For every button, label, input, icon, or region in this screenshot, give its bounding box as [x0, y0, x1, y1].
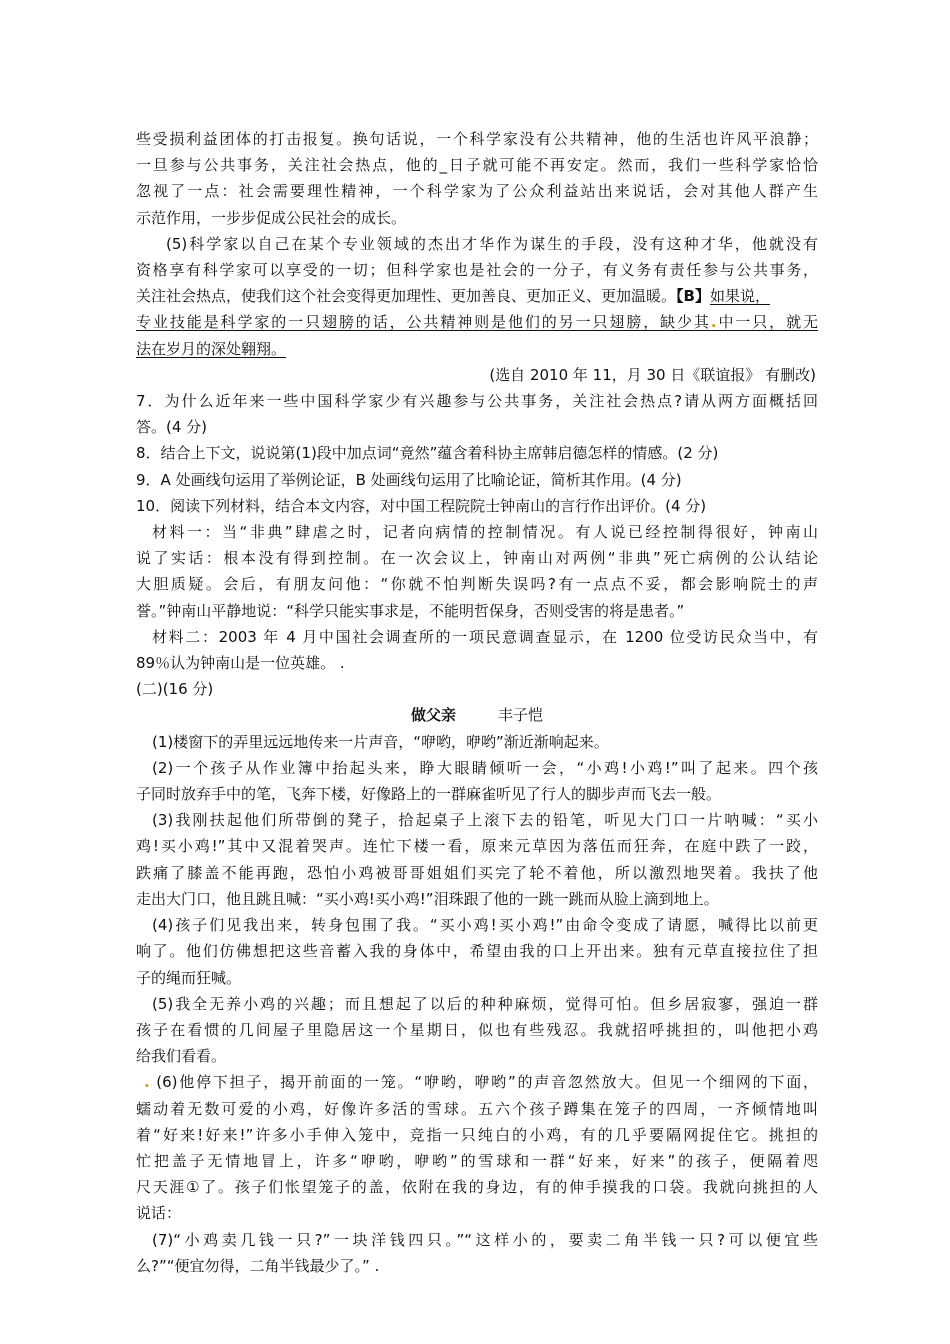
b-marker: 【B】: [676, 287, 710, 306]
paragraph-line: 子的绳而狂喊。: [136, 968, 242, 987]
paragraph-line: (4)孩子们见我出来，转身包围了我。“买小鸡!买小鸡!”由命令变成了请愿，喊得比以前更: [152, 916, 818, 935]
material-1-line: 说了实话：根本没有得到控制。在一次会议上，钟南山对两例“非典”死亡病例的公认结论: [136, 549, 818, 568]
document-body: [136, 126, 818, 1279]
material-1-line: 材料一：当“非典”肆虐之时，记者向病情的控制情况。有人说已经控制得很好，钟南山: [152, 523, 818, 542]
text-line: 示范作用，一步步促成公民社会的成长。: [136, 208, 407, 227]
section-heading: (二)(16 分): [136, 680, 214, 699]
question-9: 9．A 处画线句运用了举例论证，B 处画线句运用了比喻论证，简析其作用。(4 分): [136, 470, 682, 489]
question-7-continued: 答。(4 分): [136, 418, 208, 437]
question-8: 8．结合上下文，说说第(1)段中加点词“竟然”蕴含着科协主席韩启德怎样的情感。(2 分): [136, 444, 719, 463]
paragraph-line: 子同时放弃手中的笔，飞奔下楼，好像路上的一群麻雀听见了行人的脚步声而飞去一般。: [136, 785, 722, 804]
paragraph-line: 孩子在看惯的几间屋子里隐居这一个星期日，似也有些残忍。我就招呼挑担的，叫他把小鸡: [136, 1020, 818, 1039]
question-10: 10．阅读下列材料，结合本文内容，对中国工程院院士钟南山的言行作出评价。(4 分): [136, 496, 707, 515]
article1-paragraph-5: [136, 231, 818, 388]
material-2-line: 89％认为钟南山是一位英雄。 .: [136, 654, 345, 673]
source-citation: (选自 2010 年 11，月 30 日《联谊报》 有删改): [489, 365, 816, 384]
emphasis-dot: .: [144, 1073, 150, 1092]
text-line: 忽视了一点：社会需要理性精神，一个科学家为了公众利益站出来说话，会对其他人群产生: [136, 182, 818, 201]
b-underlined-line: [136, 309, 818, 335]
b-underlined-sentence: 如果说，: [709, 287, 770, 306]
article-title-line: [136, 702, 818, 728]
paragraph-line: (7)“小鸡卖几钱一只?”一块洋钱四只。”“这样小的，要卖二角半钱一只?可以便宜些: [152, 1230, 818, 1249]
article-author: 丰子恺: [498, 706, 544, 725]
paragraph-line: 响了。他们仿佛想把这些音蓄入我的身体中，希望由我的口上开出来。独有元草直接拉住了担: [136, 942, 818, 961]
article1-paragraph-4: [136, 126, 818, 231]
paragraph-line: 跌痛了膝盖不能再跑，恐怕小鸡被哥哥姐姐们买完了轮不着他，所以激烈地哭着。我扶了他: [136, 863, 818, 882]
text-line: [136, 283, 818, 309]
text-line: 一旦参与公共事务，关注社会热点，他的_日子就可能不再安定。然而，我们一些科学家恰恰: [136, 156, 818, 175]
paragraph-line: (3)我刚扶起他们所带倒的凳子，拾起桌子上滚下去的铅笔，听见大门口一片呐喊：“买小: [152, 811, 818, 830]
article-title: 做父亲: [410, 706, 456, 725]
article2-paragraph-1: (1)楼窗下的弄里远远地传来一片声音，“咿哟，咿哟”渐近渐响起来。: [152, 732, 609, 751]
paragraph-line: 走出大门口，他且跳且喊：“买小鸡!买小鸡!”泪珠跟了他的一跳一跳而从脸上滴到地上。: [136, 889, 719, 908]
paragraph-line: (5)我全无养小鸡的兴趣；而且想起了以后的种种麻烦，觉得可怕。但乡居寂寥，强迫一群: [152, 994, 818, 1013]
paragraph-line: 忙把盖子无情地冒上，许多“咿哟，咿哟”的雪球和一群“好来，好来”的孩子，便隔着咫: [136, 1151, 818, 1170]
text-line: 资格享有科学家可以享受的一切；但科学家也是社会的一分子，有义务有责任参与公共事务，: [136, 261, 818, 280]
material-1-line: 誉。”钟南山平静地说：“科学只能实事求是，不能明哲保身，否则受害的将是患者。”: [136, 601, 685, 620]
paragraph-line: 说话：: [136, 1204, 182, 1223]
questions-list: [136, 388, 818, 519]
article2-body: [136, 729, 818, 1279]
materials: [136, 519, 818, 676]
material-1-line: 大胆质疑。会后，有朋友问他：“你就不怕判断失误吗?有一点点不妥，都会影响院士的声: [136, 575, 818, 594]
text-segment: 中一只，就无: [716, 313, 818, 332]
paragraph-line: 给我们看看。: [136, 1047, 227, 1066]
question-7: 7．为什么近年来一些中国科学家少有兴趣参与公共事务，关注社会热点?请从两方面概括回: [136, 392, 818, 411]
paragraph-line: 尺天涯①了。孩子们怅望笼子的盖，依附在我的身边，有的伸手摸我的口袋。我就向挑担的人: [136, 1178, 818, 1197]
paragraph-line: 么?”“便宜勿得，二角半钱最少了。” .: [136, 1256, 380, 1275]
b-underlined-line: 法在岁月的深处翱翔。: [136, 339, 287, 358]
material-2-line: 材料二：2003 年 4 月中国社会调查所的一项民意调查显示，在 1200 位受访民众当中，有: [152, 627, 818, 646]
paragraph-line: (2)一个孩子从作业簿中抬起头来，睁大眼睛倾听一会，“小鸡!小鸡!”叫了起来。四个孩: [152, 758, 818, 777]
emphasis-dot: .: [710, 313, 717, 332]
text-line: (5)科学家以自己在某个专业领域的杰出才华作为谋生的手段，没有这种才华，他就没有: [166, 234, 818, 253]
paragraph-line: 鸡!买小鸡!”其中又混着哭声。连忙下楼一看，原来元草因为落伍而狂奔，在庭中跌了一跤，: [136, 837, 818, 856]
text-segment: 专业技能是科学家的一只翅膀的话，公共精神则是他们的另一只翅膀，缺少其: [136, 313, 711, 332]
text-segment: 关注社会热点，使我们这个社会变得更加理性、更加善良、更加正义、更加温暖。: [136, 287, 677, 306]
paragraph-line: 着“好来!好来!”许多小手伸入笼中，竞指一只纯白的小鸡，有的几乎要隔网捉住它。挑担的: [136, 1125, 818, 1144]
text-segment: (6)他停下担子，揭开前面的一笼。“咿哟，咿哟”的声音忽然放大。但见一个细网的下面，: [156, 1073, 818, 1092]
text-line: 些受损利益团体的打击报复。换句话说，一个科学家没有公共精神，他的生活也许风平浪静；: [136, 130, 818, 148]
paragraph-line: [136, 1069, 818, 1095]
paragraph-line: 蠕动着无数可爱的小鸡，好像许多活的雪球。五六个孩子蹲集在笼子的四周，一齐倾情地叫: [136, 1099, 818, 1118]
